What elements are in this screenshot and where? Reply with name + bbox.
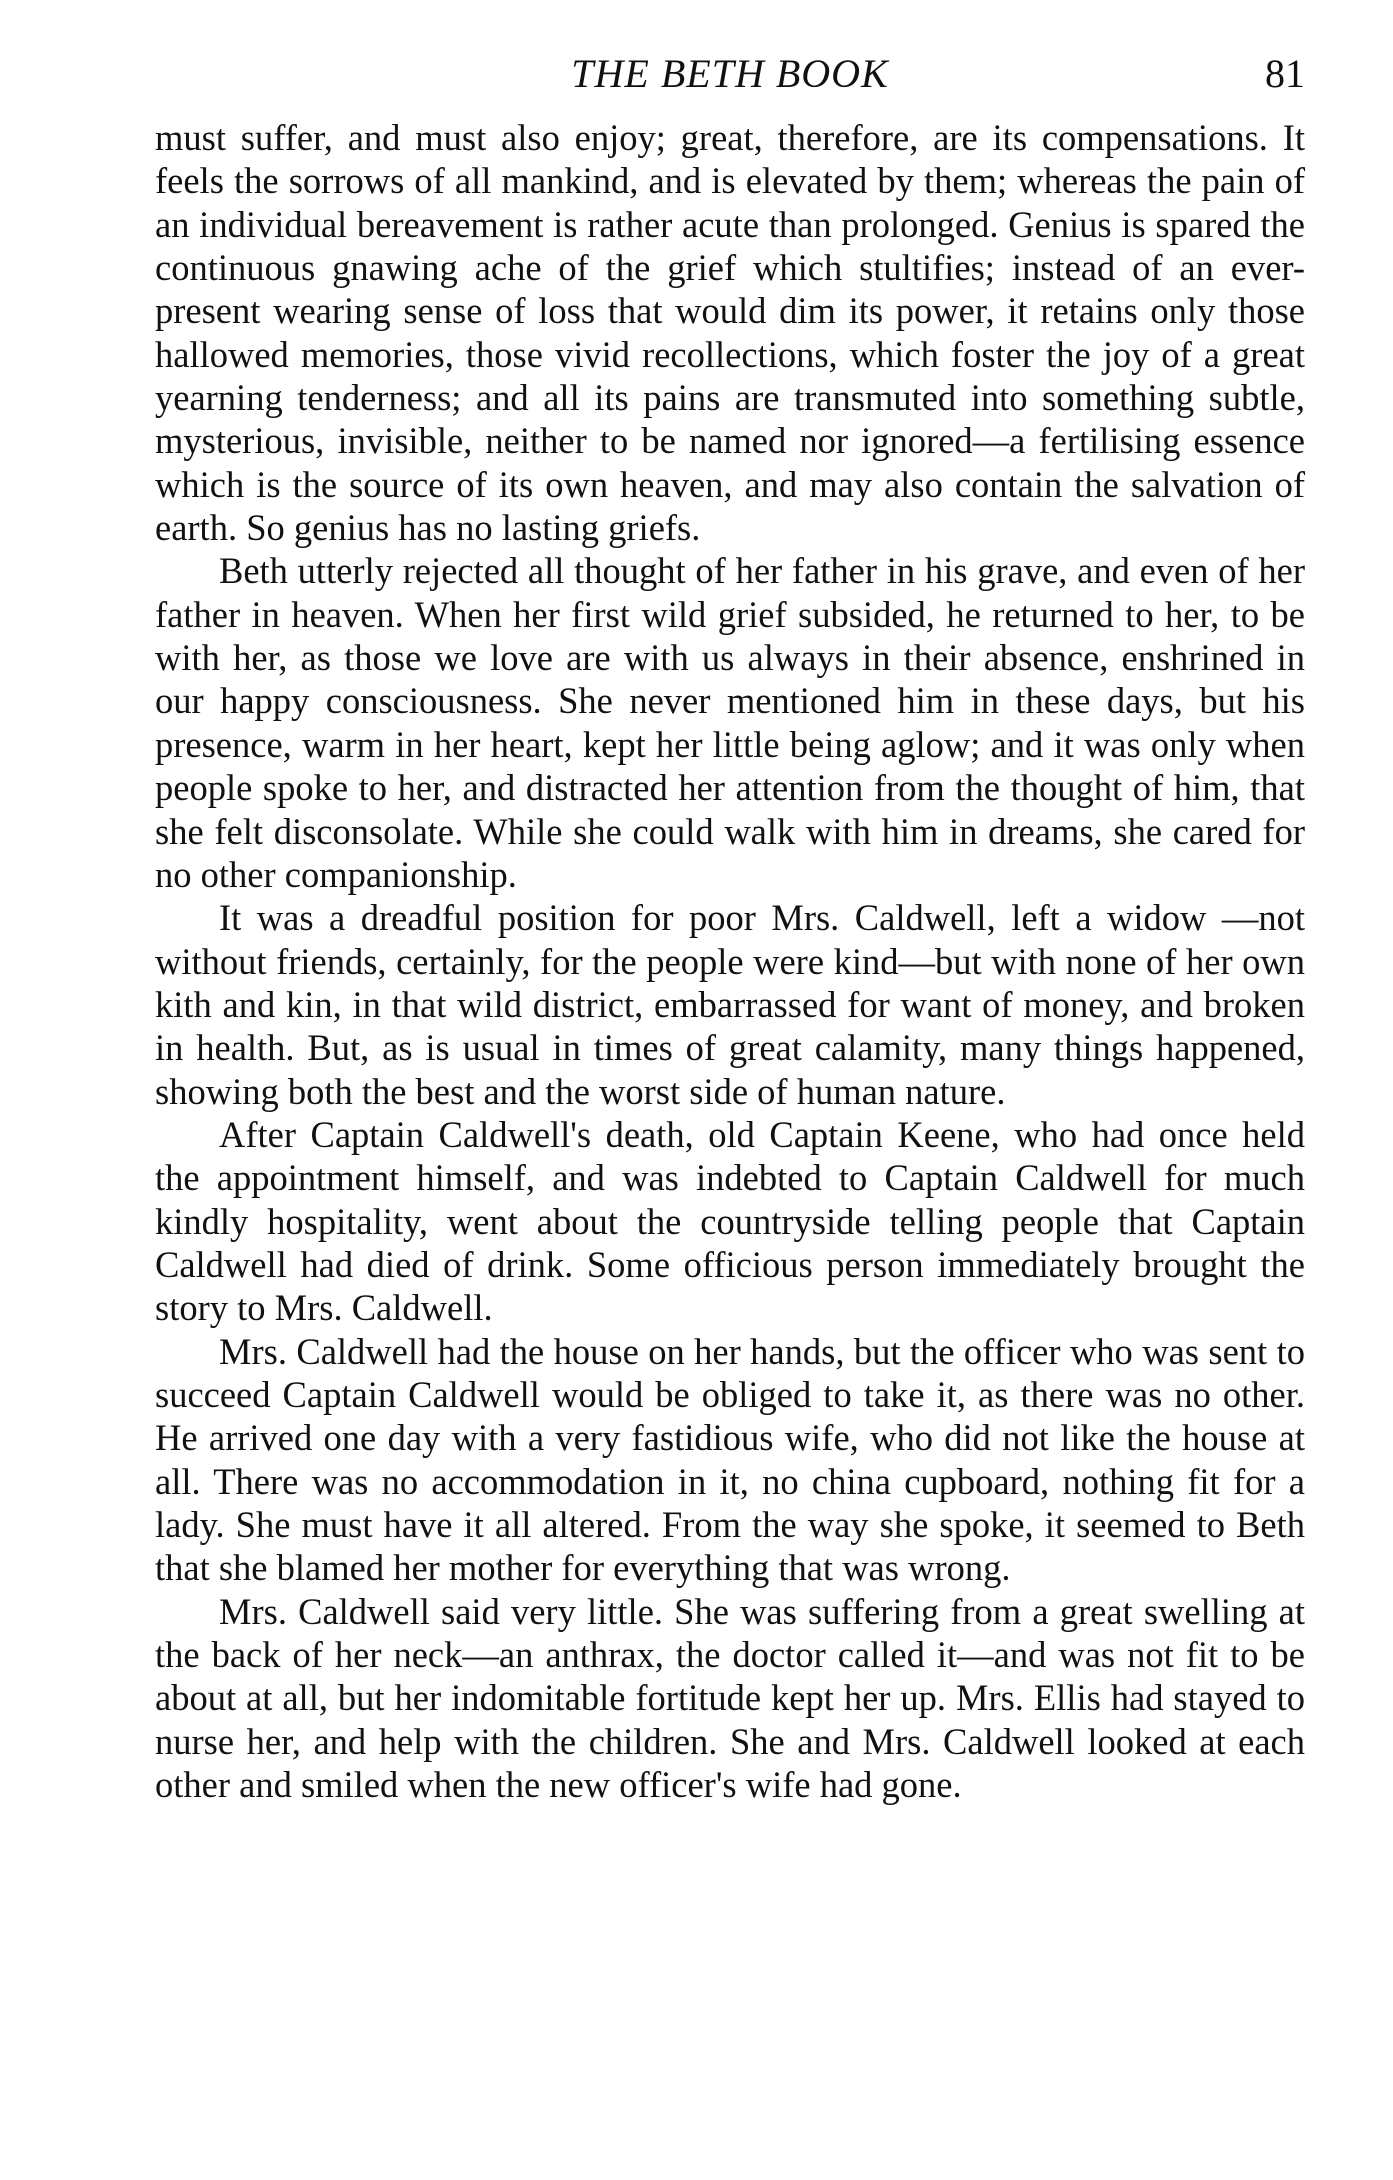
page-number: 81 bbox=[1265, 51, 1305, 96]
running-title: THE BETH BOOK bbox=[571, 51, 889, 96]
body-text bbox=[155, 116, 1305, 1806]
paragraph-continuation: must suffer, and must also enjoy; great, therefore, are its compensations. It feels the sorrows of all mankind, and is elevated by them; whereas the pain of an individual bereavement is rather acute than prolonged. Genius is spared the continuous gnawing ache of the grief which stultifies; instead of an ever-present wearing sense of loss that would dim its power, it retains only those hallowed memories, those vivid recollections, which foster the joy of a great yearning tenderness; and all its pains are transmuted into something subtle, mysterious, invisible, neither to be named nor ignored—a fertilising essence which is the source of its own heaven, and may also contain the salvation of earth. So genius has no lasting griefs. bbox=[155, 117, 1305, 549]
paragraph: It was a dreadful position for poor Mrs. Caldwell, left a widow —not without friends, certainly, for the people were kind—but with none of her own kith and kin, in that wild district, embarrassed for want of money, and broken in health. But, as is usual in times of great calamity, many things happened, showing both the best and the worst side of human nature. bbox=[155, 897, 1305, 1112]
paragraph: Mrs. Caldwell said very little. She was suffering from a great swelling at the back of her neck—an anthrax, the doctor called it—and was not fit to be about at all, but her indomitable fortitude kept her up. Mrs. Ellis had stayed to nurse her, and help with the children. She and Mrs. Caldwell looked at each other and smiled when the new officer's wife had gone. bbox=[155, 1590, 1305, 1806]
paragraph: After Captain Caldwell's death, old Captain Keene, who had once held the appointment himself, and was indebted to Captain Caldwell for much kindly hospitality, went about the countryside telling people that Captain Caldwell had died of drink. Some officious person immediately brought the story to Mrs. Caldwell. bbox=[155, 1113, 1305, 1329]
running-head bbox=[155, 44, 1305, 104]
paragraph: Beth utterly rejected all thought of her father in his grave, and even of her father in heaven. When her first wild grief subsided, he returned to her, to be with her, as those we love are with us always in their absence, enshrined in our happy consciousness. She never mentioned him in these days, but his presence, warm in her heart, kept her little being aglow; and it was only when people spoke to her, and distracted her attention from the thought of him, that she felt disconsolate. While she could walk with him in dreams, she cared for no other companionship. bbox=[155, 550, 1305, 895]
paragraph: Mrs. Caldwell had the house on her hands, but the officer who was sent to succeed Captain Caldwell would be obliged to take it, as there was no other. He arrived one day with a very fastidious wife, who did not like the house at all. There was no accommodation in it, no china cupboard, nothing fit for a lady. She must have it all altered. From the way she spoke, it seemed to Beth that she blamed her mother for everything that was wrong. bbox=[155, 1330, 1305, 1589]
